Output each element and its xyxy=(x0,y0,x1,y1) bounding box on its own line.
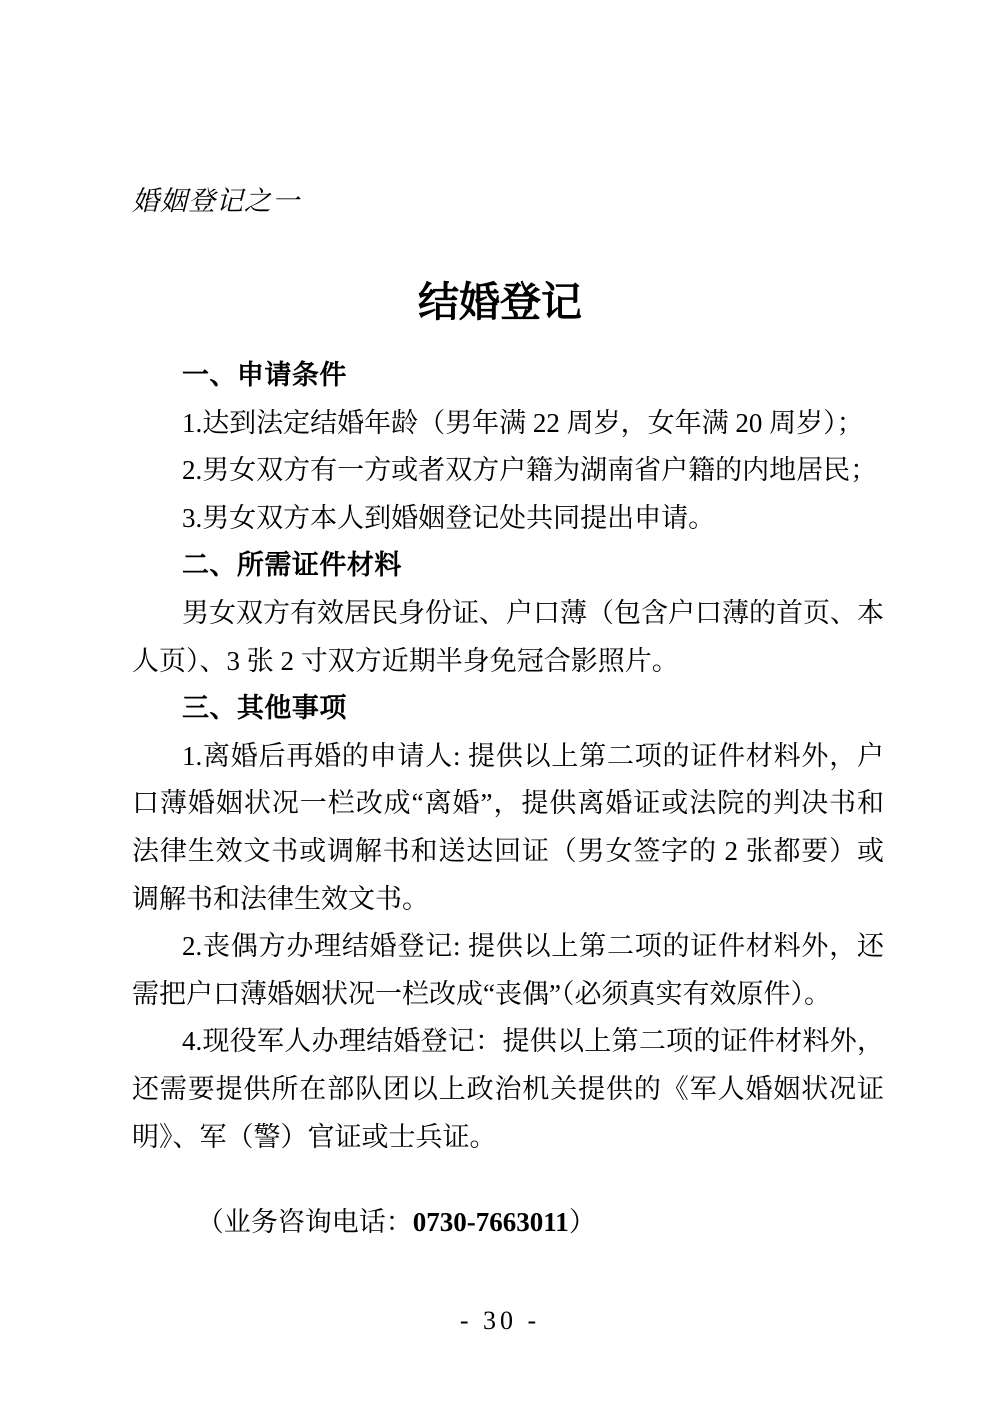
doc-series-label: 婚姻登记之一 xyxy=(132,186,300,216)
contact-suffix: ） xyxy=(568,1207,596,1238)
page-title: 结婚登记 xyxy=(418,279,582,325)
list-item: 1.离婚后再婚的申请人: 提供以上第二项的证件材料外，户口薄婚姻状况一栏改成“离婚”，提供离婚证或法院的判决书和法律生效文书或调解书和送达回证（男女签字的 2 张都要）或调解书和法律生效文书。 xyxy=(132,740,884,914)
contact-prefix: （业务咨询电话： xyxy=(196,1207,413,1238)
list-item: 4.现役军人办理结婚登记：提供以上第二项的证件材料外，还需要提供所在部队团以上政治机关提供的《军人婚姻状况证明》、军（警）官证或士兵证。 xyxy=(132,1026,884,1152)
section-other-matters xyxy=(132,685,884,1161)
list-item: 2.男女双方有一方或者双方户籍为湖南省户籍的内地居民； xyxy=(181,455,878,486)
section-heading: 三、其他事项 xyxy=(181,693,347,724)
page-number: - 30 - xyxy=(459,1306,541,1335)
list-item: 1.达到法定结婚年龄（男年满 22 周岁，女年满 20 周岁）； xyxy=(181,407,864,438)
section-application-conditions xyxy=(132,352,884,542)
section-heading: 一、申请条件 xyxy=(181,360,347,390)
list-item: 3.男女双方本人到婚姻登记处共同提出申请。 xyxy=(181,502,716,533)
contact-line xyxy=(132,1199,884,1247)
phone-number: 0730-7663011 xyxy=(412,1207,569,1238)
section-required-documents xyxy=(132,542,884,685)
body-paragraph: 男女双方有效居民身份证、户口薄（包含户口薄的首页、本人页）、3 张 2 寸双方近期半身免冠合影照片。 xyxy=(132,597,884,676)
section-heading: 二、所需证件材料 xyxy=(181,550,402,581)
list-item: 2.丧偶方办理结婚登记: 提供以上第二项的证件材料外，还需把户口薄婚姻状况一栏改成“丧偶”（必须真实有效原件）。 xyxy=(132,931,884,1009)
document-body xyxy=(132,352,884,1247)
